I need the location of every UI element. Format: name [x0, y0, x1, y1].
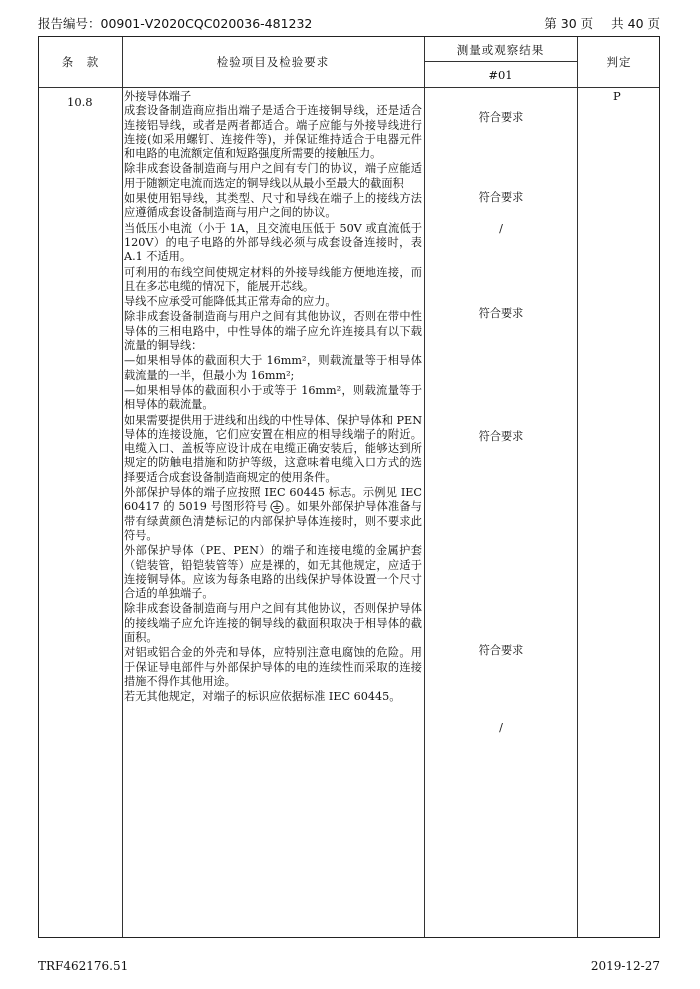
requirement-paragraph: 外部保护导体（PE、PEN）的端子和连接电缆的金属护套（铠装管，铅铠装管等）应是裸的，如无其他规定，应适于连接铜导体。应该为每条电路的出线保护导体设置一个尺寸合适的单独端子。 — [124, 544, 422, 601]
result-value: 符合要求 — [478, 644, 524, 657]
requirement-paragraph: 除非成套设备制造商与用户之间有专门的协议，端子应能适用于随额定电流而选定的铜导线以从最小至最大的截面积 — [124, 162, 422, 190]
result-value: / — [499, 222, 503, 235]
result-value: / — [499, 721, 503, 734]
test-record-table — [38, 36, 660, 938]
header-verdict: 判定 — [606, 55, 632, 69]
column-divider — [424, 37, 425, 937]
verdict-value: P — [613, 89, 621, 103]
header-results-sample: #01 — [488, 68, 513, 82]
requirement-paragraph: 除非成套设备制造商与用户之间有其他协议，否则保护导体的接线端子应允许连接的铜导线的截面积取决于相导体的截面积。 — [124, 602, 422, 644]
page-header — [38, 14, 660, 36]
result-value: 符合要求 — [478, 111, 524, 124]
requirement-title: 外接导体端子 — [124, 90, 192, 103]
header-results: 测量或观察结果 — [456, 43, 545, 57]
clause-number: 10.8 — [67, 95, 93, 109]
page-number: 第 30 页 — [544, 16, 594, 31]
protective-earth-icon — [270, 500, 284, 514]
column-divider — [577, 37, 578, 937]
requirement-paragraph — [124, 486, 422, 543]
form-date: 2019-12-27 — [590, 959, 660, 973]
page-total: 共 40 页 — [611, 16, 660, 31]
form-number: TRF462176.51 — [38, 959, 129, 973]
requirement-paragraph: 如果需要提供用于进线和出线的中性导体、保护导体和 PEN 导体的连接设施，它们应安置在相应的相导线端子的附近。电缆入口、盖板等应设计成在电缆正确安装后，能够达到所规定的防触电措施和防护等级，这意味着电缆入口方式的选择要适合成套设备制造商规定的使用条件。 — [124, 413, 422, 484]
requirement-text-part: 。如果外部保护导体准备与带有绿黄颜色清楚标记的内部保护导体连接时，则不要求此符号。 — [124, 500, 422, 542]
requirement-paragraph: 若无其他规定，对端子的标识应依据标准 IEC 60445。 — [124, 690, 401, 704]
requirement-paragraph: 当低压小电流（小于 1A，且交流电压低于 50V 或直流低于 120V）的电子电路的外部导线必须与成套设备连接时，表 A.1 不适用。 — [124, 221, 422, 264]
requirement-paragraph: —如果相导体的截面积大于 16mm²，则载流量等于相导体载流量的一半，但最小为 16mm²; — [124, 354, 422, 382]
requirement-paragraph: 可利用的布线空间使规定材料的外接导线能方便地连接，而且在多芯电缆的情况下，能展开芯线。 — [124, 265, 422, 293]
column-divider — [122, 37, 123, 937]
header-items: 检验项目及检验要求 — [216, 55, 330, 69]
requirement-text-part: 外部保护导体的端子应按照 IEC 60445 标志。示例见 IEC 60417 的 5019 号图形符号 — [124, 486, 422, 514]
requirement-paragraph: 导线不应承受可能降低其正常寿命的应力。 — [124, 295, 337, 309]
requirement-paragraph: —如果相导体的截面积小于或等于 16mm²，则载流量等于相导体的载流量。 — [124, 383, 422, 412]
requirement-paragraph: 成套设备制造商应指出端子是适合于连接铜导线，还是适合连接铝导线，或者是两者都适合。端子应能与外接导线进行连接(如采用螺钉、连接件等)，并保证维持适合于电器元件和电路的电流额定值和短路强度所需要的接触压力。 — [124, 104, 422, 161]
requirement-paragraph: 除非成套设备制造商与用户之间有其他协议，否则在带中性导体的三相电路中，中性导体的端子应允许连接具有以下载流量的铜导线： — [124, 310, 422, 353]
report-number: 报告编号：00901-V2020CQC020036-481232 — [38, 16, 313, 31]
header-divider — [39, 87, 659, 88]
result-value: 符合要求 — [478, 191, 524, 204]
subheader-divider — [424, 61, 577, 62]
header-clause: 条 款 — [61, 55, 100, 69]
requirement-paragraph: 对铝或铝合金的外壳和导体，应特别注意电腐蚀的危险。用于保证导电部件与外部保护导体的电的连续性而采取的连接措施不得作其他用途。 — [124, 646, 422, 688]
requirements-text — [124, 90, 422, 705]
result-value: 符合要求 — [478, 307, 524, 320]
requirement-paragraph: 如果使用铝导线，其类型、尺寸和导线在端子上的接线方法应遵循成套设备制造商与用户之间的协议。 — [124, 192, 422, 220]
result-value: 符合要求 — [478, 430, 524, 443]
page-counter — [530, 14, 660, 32]
